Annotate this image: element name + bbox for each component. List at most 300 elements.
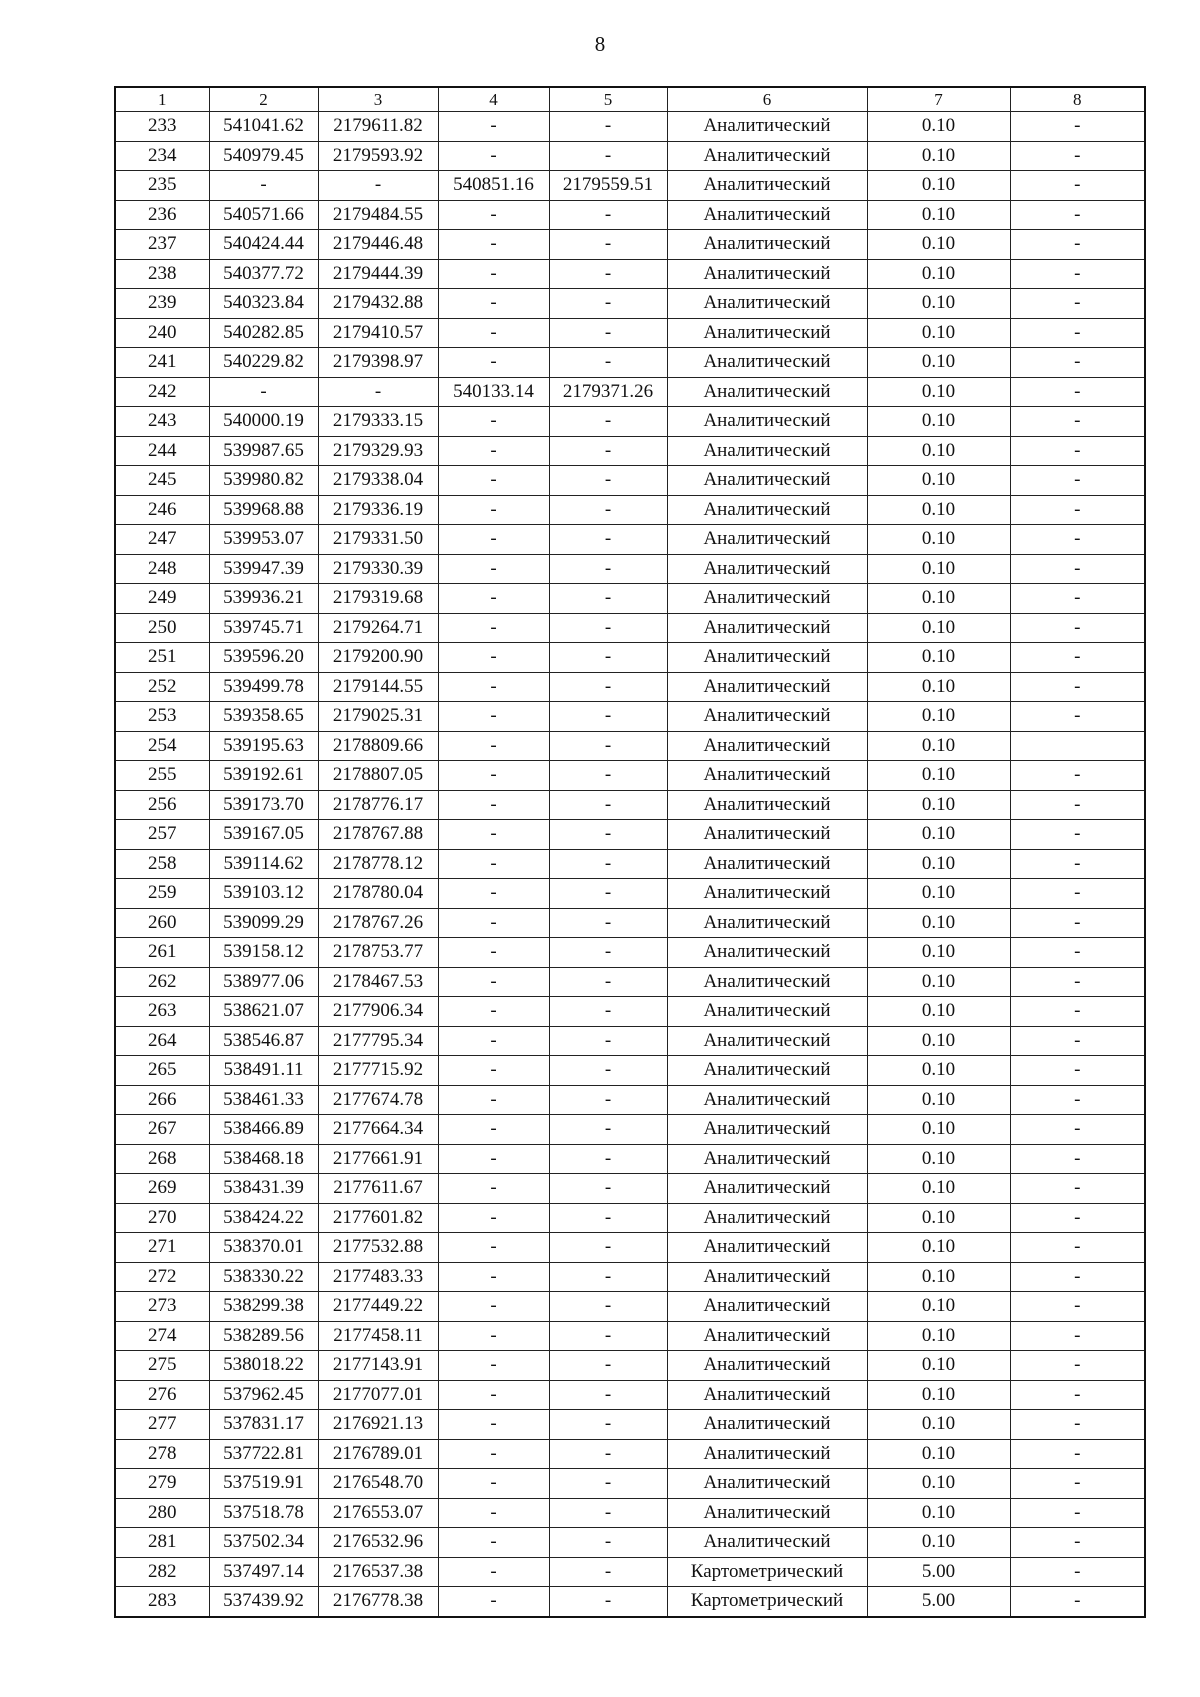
x-alt-coordinate-cell: - xyxy=(438,554,549,584)
note-cell: - xyxy=(1010,171,1145,201)
y-coordinate-cell: 2179611.82 xyxy=(318,112,438,142)
y-coordinate-cell: 2179446.48 xyxy=(318,230,438,260)
x-alt-coordinate-cell: - xyxy=(438,1115,549,1145)
note-cell: - xyxy=(1010,436,1145,466)
y-alt-coordinate-cell: - xyxy=(549,289,667,319)
x-alt-coordinate-cell: - xyxy=(438,466,549,496)
column-header-7: 7 xyxy=(867,87,1010,112)
point-number-cell: 282 xyxy=(115,1557,209,1587)
table-row xyxy=(115,1115,1145,1145)
table-row xyxy=(115,436,1145,466)
accuracy-cell: 0.10 xyxy=(867,466,1010,496)
accuracy-cell: 0.10 xyxy=(867,584,1010,614)
method-cell: Аналитический xyxy=(667,200,867,230)
accuracy-cell: 0.10 xyxy=(867,112,1010,142)
method-cell: Аналитический xyxy=(667,1115,867,1145)
note-cell: - xyxy=(1010,230,1145,260)
point-number-cell: 275 xyxy=(115,1351,209,1381)
method-cell: Аналитический xyxy=(667,1528,867,1558)
accuracy-cell: 0.10 xyxy=(867,259,1010,289)
accuracy-cell: 0.10 xyxy=(867,289,1010,319)
accuracy-cell: 0.10 xyxy=(867,820,1010,850)
y-alt-coordinate-cell: - xyxy=(549,1292,667,1322)
point-number-cell: 255 xyxy=(115,761,209,791)
point-number-cell: 234 xyxy=(115,141,209,171)
y-alt-coordinate-cell: - xyxy=(549,1410,667,1440)
point-number-cell: 235 xyxy=(115,171,209,201)
y-coordinate-cell: 2178780.04 xyxy=(318,879,438,909)
x-alt-coordinate-cell: - xyxy=(438,1498,549,1528)
method-cell: Аналитический xyxy=(667,230,867,260)
x-alt-coordinate-cell: - xyxy=(438,702,549,732)
note-cell: - xyxy=(1010,1292,1145,1322)
point-number-cell: 268 xyxy=(115,1144,209,1174)
x-alt-coordinate-cell: - xyxy=(438,1439,549,1469)
x-alt-coordinate-cell: - xyxy=(438,1233,549,1263)
accuracy-cell: 0.10 xyxy=(867,879,1010,909)
note-cell: - xyxy=(1010,1351,1145,1381)
y-alt-coordinate-cell: - xyxy=(549,672,667,702)
point-number-cell: 273 xyxy=(115,1292,209,1322)
y-alt-coordinate-cell: - xyxy=(549,761,667,791)
x-coordinate-cell: 539195.63 xyxy=(209,731,318,761)
x-alt-coordinate-cell: - xyxy=(438,112,549,142)
x-alt-coordinate-cell: - xyxy=(438,1174,549,1204)
point-number-cell: 264 xyxy=(115,1026,209,1056)
point-number-cell: 266 xyxy=(115,1085,209,1115)
x-alt-coordinate-cell: - xyxy=(438,230,549,260)
y-alt-coordinate-cell: - xyxy=(549,1439,667,1469)
method-cell: Аналитический xyxy=(667,584,867,614)
point-number-cell: 246 xyxy=(115,495,209,525)
note-cell: - xyxy=(1010,318,1145,348)
point-number-cell: 269 xyxy=(115,1174,209,1204)
y-alt-coordinate-cell: - xyxy=(549,820,667,850)
accuracy-cell: 0.10 xyxy=(867,1321,1010,1351)
note-cell: - xyxy=(1010,1233,1145,1263)
y-coordinate-cell: 2179330.39 xyxy=(318,554,438,584)
x-alt-coordinate-cell: - xyxy=(438,289,549,319)
point-number-cell: 250 xyxy=(115,613,209,643)
table-row xyxy=(115,643,1145,673)
note-cell: - xyxy=(1010,1115,1145,1145)
method-cell: Аналитический xyxy=(667,1380,867,1410)
note-cell: - xyxy=(1010,1498,1145,1528)
note-cell: - xyxy=(1010,348,1145,378)
table-row xyxy=(115,1439,1145,1469)
method-cell: Аналитический xyxy=(667,820,867,850)
table-body xyxy=(115,112,1145,1617)
y-coordinate-cell: 2179484.55 xyxy=(318,200,438,230)
x-coordinate-cell: 539499.78 xyxy=(209,672,318,702)
x-alt-coordinate-cell: 540133.14 xyxy=(438,377,549,407)
coordinates-table xyxy=(114,86,1146,1618)
method-cell: Аналитический xyxy=(667,1203,867,1233)
point-number-cell: 281 xyxy=(115,1528,209,1558)
method-cell: Аналитический xyxy=(667,1410,867,1440)
method-cell: Аналитический xyxy=(667,849,867,879)
y-alt-coordinate-cell: - xyxy=(549,1203,667,1233)
note-cell: - xyxy=(1010,1410,1145,1440)
x-alt-coordinate-cell: - xyxy=(438,1528,549,1558)
x-coordinate-cell: 539968.88 xyxy=(209,495,318,525)
accuracy-cell: 0.10 xyxy=(867,672,1010,702)
table-row xyxy=(115,259,1145,289)
y-coordinate-cell: 2177674.78 xyxy=(318,1085,438,1115)
point-number-cell: 280 xyxy=(115,1498,209,1528)
y-coordinate-cell: 2179593.92 xyxy=(318,141,438,171)
note-cell: - xyxy=(1010,702,1145,732)
x-coordinate-cell: 539358.65 xyxy=(209,702,318,732)
x-alt-coordinate-cell: - xyxy=(438,790,549,820)
method-cell: Аналитический xyxy=(667,1085,867,1115)
note-cell: - xyxy=(1010,1085,1145,1115)
y-coordinate-cell: 2177795.34 xyxy=(318,1026,438,1056)
table-row xyxy=(115,1351,1145,1381)
method-cell: Аналитический xyxy=(667,938,867,968)
x-alt-coordinate-cell: - xyxy=(438,436,549,466)
point-number-cell: 243 xyxy=(115,407,209,437)
x-coordinate-cell: - xyxy=(209,171,318,201)
y-alt-coordinate-cell: - xyxy=(549,731,667,761)
x-coordinate-cell: 539158.12 xyxy=(209,938,318,968)
y-alt-coordinate-cell: - xyxy=(549,702,667,732)
point-number-cell: 240 xyxy=(115,318,209,348)
note-cell: - xyxy=(1010,643,1145,673)
accuracy-cell: 0.10 xyxy=(867,171,1010,201)
accuracy-cell: 0.10 xyxy=(867,613,1010,643)
x-coordinate-cell: 540323.84 xyxy=(209,289,318,319)
table-row xyxy=(115,879,1145,909)
table-row xyxy=(115,525,1145,555)
table-row xyxy=(115,613,1145,643)
x-alt-coordinate-cell: - xyxy=(438,1557,549,1587)
column-header-2: 2 xyxy=(209,87,318,112)
y-coordinate-cell: 2177611.67 xyxy=(318,1174,438,1204)
y-alt-coordinate-cell: - xyxy=(549,112,667,142)
method-cell: Аналитический xyxy=(667,436,867,466)
y-coordinate-cell: 2176548.70 xyxy=(318,1469,438,1499)
y-coordinate-cell: 2177449.22 xyxy=(318,1292,438,1322)
point-number-cell: 236 xyxy=(115,200,209,230)
y-coordinate-cell: 2177483.33 xyxy=(318,1262,438,1292)
point-number-cell: 271 xyxy=(115,1233,209,1263)
y-alt-coordinate-cell: - xyxy=(549,908,667,938)
x-alt-coordinate-cell: - xyxy=(438,259,549,289)
accuracy-cell: 0.10 xyxy=(867,1203,1010,1233)
table-row xyxy=(115,997,1145,1027)
accuracy-cell: 0.10 xyxy=(867,967,1010,997)
accuracy-cell: 0.10 xyxy=(867,1351,1010,1381)
y-alt-coordinate-cell: - xyxy=(549,849,667,879)
table-row xyxy=(115,1056,1145,1086)
table-row xyxy=(115,731,1145,761)
method-cell: Аналитический xyxy=(667,171,867,201)
y-coordinate-cell: 2178807.05 xyxy=(318,761,438,791)
y-alt-coordinate-cell: - xyxy=(549,997,667,1027)
y-coordinate-cell: 2179264.71 xyxy=(318,613,438,643)
note-cell: - xyxy=(1010,200,1145,230)
table-row xyxy=(115,672,1145,702)
method-cell: Аналитический xyxy=(667,554,867,584)
note-cell: - xyxy=(1010,1469,1145,1499)
x-coordinate-cell: 539192.61 xyxy=(209,761,318,791)
x-alt-coordinate-cell: - xyxy=(438,525,549,555)
accuracy-cell: 0.10 xyxy=(867,1469,1010,1499)
y-coordinate-cell: - xyxy=(318,171,438,201)
x-coordinate-cell: 538466.89 xyxy=(209,1115,318,1145)
x-coordinate-cell: 538977.06 xyxy=(209,967,318,997)
point-number-cell: 263 xyxy=(115,997,209,1027)
method-cell: Аналитический xyxy=(667,761,867,791)
x-coordinate-cell: 540979.45 xyxy=(209,141,318,171)
y-alt-coordinate-cell: - xyxy=(549,348,667,378)
accuracy-cell: 0.10 xyxy=(867,643,1010,673)
note-cell: - xyxy=(1010,1262,1145,1292)
note-cell: - xyxy=(1010,1144,1145,1174)
accuracy-cell: 0.10 xyxy=(867,407,1010,437)
point-number-cell: 249 xyxy=(115,584,209,614)
x-coordinate-cell: 539947.39 xyxy=(209,554,318,584)
x-alt-coordinate-cell: - xyxy=(438,1587,549,1617)
table-row xyxy=(115,1292,1145,1322)
accuracy-cell: 0.10 xyxy=(867,554,1010,584)
point-number-cell: 260 xyxy=(115,908,209,938)
table-row xyxy=(115,1233,1145,1263)
method-cell: Аналитический xyxy=(667,289,867,319)
table-row xyxy=(115,1469,1145,1499)
y-alt-coordinate-cell: - xyxy=(549,466,667,496)
note-cell xyxy=(1010,731,1145,761)
note-cell: - xyxy=(1010,672,1145,702)
accuracy-cell: 0.10 xyxy=(867,348,1010,378)
x-alt-coordinate-cell: - xyxy=(438,495,549,525)
accuracy-cell: 0.10 xyxy=(867,377,1010,407)
note-cell: - xyxy=(1010,938,1145,968)
method-cell: Аналитический xyxy=(667,112,867,142)
y-alt-coordinate-cell: 2179559.51 xyxy=(549,171,667,201)
accuracy-cell: 0.10 xyxy=(867,731,1010,761)
x-alt-coordinate-cell: - xyxy=(438,1292,549,1322)
y-alt-coordinate-cell: - xyxy=(549,200,667,230)
x-coordinate-cell: 540377.72 xyxy=(209,259,318,289)
y-alt-coordinate-cell: - xyxy=(549,584,667,614)
x-coordinate-cell: 538370.01 xyxy=(209,1233,318,1263)
x-coordinate-cell: 538621.07 xyxy=(209,997,318,1027)
x-alt-coordinate-cell: - xyxy=(438,1351,549,1381)
note-cell: - xyxy=(1010,761,1145,791)
table-row xyxy=(115,554,1145,584)
accuracy-cell: 5.00 xyxy=(867,1587,1010,1617)
method-cell: Аналитический xyxy=(667,1498,867,1528)
note-cell: - xyxy=(1010,820,1145,850)
y-coordinate-cell: 2178767.26 xyxy=(318,908,438,938)
y-coordinate-cell: 2179319.68 xyxy=(318,584,438,614)
accuracy-cell: 0.10 xyxy=(867,495,1010,525)
table-row xyxy=(115,790,1145,820)
accuracy-cell: 0.10 xyxy=(867,200,1010,230)
x-alt-coordinate-cell: - xyxy=(438,1469,549,1499)
column-header-6: 6 xyxy=(667,87,867,112)
x-coordinate-cell: 539596.20 xyxy=(209,643,318,673)
x-coordinate-cell: 539987.65 xyxy=(209,436,318,466)
method-cell: Аналитический xyxy=(667,1439,867,1469)
x-coordinate-cell: 538299.38 xyxy=(209,1292,318,1322)
x-coordinate-cell: 539980.82 xyxy=(209,466,318,496)
x-coordinate-cell: 539173.70 xyxy=(209,790,318,820)
accuracy-cell: 0.10 xyxy=(867,230,1010,260)
point-number-cell: 248 xyxy=(115,554,209,584)
accuracy-cell: 0.10 xyxy=(867,702,1010,732)
x-coordinate-cell: 537497.14 xyxy=(209,1557,318,1587)
column-header-3: 3 xyxy=(318,87,438,112)
x-coordinate-cell: 538018.22 xyxy=(209,1351,318,1381)
y-coordinate-cell: 2178778.12 xyxy=(318,849,438,879)
table-row xyxy=(115,1528,1145,1558)
accuracy-cell: 0.10 xyxy=(867,1233,1010,1263)
y-alt-coordinate-cell: - xyxy=(549,1056,667,1086)
table-row xyxy=(115,849,1145,879)
page-number: 8 xyxy=(594,32,606,56)
x-coordinate-cell: 538546.87 xyxy=(209,1026,318,1056)
x-coordinate-cell: 540229.82 xyxy=(209,348,318,378)
note-cell: - xyxy=(1010,495,1145,525)
table-row xyxy=(115,1410,1145,1440)
note-cell: - xyxy=(1010,967,1145,997)
method-cell: Аналитический xyxy=(667,908,867,938)
method-cell: Аналитический xyxy=(667,702,867,732)
x-alt-coordinate-cell: - xyxy=(438,318,549,348)
y-coordinate-cell: 2176921.13 xyxy=(318,1410,438,1440)
note-cell: - xyxy=(1010,289,1145,319)
point-number-cell: 276 xyxy=(115,1380,209,1410)
table-row xyxy=(115,1026,1145,1056)
x-alt-coordinate-cell: - xyxy=(438,348,549,378)
method-cell: Аналитический xyxy=(667,1233,867,1263)
y-coordinate-cell: 2179200.90 xyxy=(318,643,438,673)
x-coordinate-cell: 540424.44 xyxy=(209,230,318,260)
x-coordinate-cell: 537831.17 xyxy=(209,1410,318,1440)
y-alt-coordinate-cell: - xyxy=(549,1557,667,1587)
table-row xyxy=(115,377,1145,407)
note-cell: - xyxy=(1010,790,1145,820)
accuracy-cell: 0.10 xyxy=(867,849,1010,879)
x-alt-coordinate-cell: - xyxy=(438,879,549,909)
table-row xyxy=(115,967,1145,997)
point-number-cell: 238 xyxy=(115,259,209,289)
table-row xyxy=(115,1321,1145,1351)
x-coordinate-cell: 539745.71 xyxy=(209,613,318,643)
x-alt-coordinate-cell: - xyxy=(438,672,549,702)
y-coordinate-cell: 2178767.88 xyxy=(318,820,438,850)
method-cell: Аналитический xyxy=(667,613,867,643)
accuracy-cell: 0.10 xyxy=(867,908,1010,938)
table-row xyxy=(115,1380,1145,1410)
note-cell: - xyxy=(1010,1557,1145,1587)
method-cell: Аналитический xyxy=(667,672,867,702)
table-row xyxy=(115,1144,1145,1174)
x-alt-coordinate-cell: - xyxy=(438,1144,549,1174)
accuracy-cell: 0.10 xyxy=(867,938,1010,968)
x-alt-coordinate-cell: - xyxy=(438,967,549,997)
x-alt-coordinate-cell: - xyxy=(438,1085,549,1115)
note-cell: - xyxy=(1010,525,1145,555)
note-cell: - xyxy=(1010,584,1145,614)
method-cell: Аналитический xyxy=(667,1262,867,1292)
point-number-cell: 252 xyxy=(115,672,209,702)
table-row xyxy=(115,938,1145,968)
y-coordinate-cell: 2179432.88 xyxy=(318,289,438,319)
header-row xyxy=(115,87,1145,112)
x-coordinate-cell: 539167.05 xyxy=(209,820,318,850)
x-alt-coordinate-cell: - xyxy=(438,1026,549,1056)
note-cell: - xyxy=(1010,1321,1145,1351)
accuracy-cell: 0.10 xyxy=(867,1380,1010,1410)
x-alt-coordinate-cell: - xyxy=(438,613,549,643)
method-cell: Аналитический xyxy=(667,1026,867,1056)
method-cell: Аналитический xyxy=(667,259,867,289)
point-number-cell: 251 xyxy=(115,643,209,673)
y-coordinate-cell: 2177532.88 xyxy=(318,1233,438,1263)
y-alt-coordinate-cell: - xyxy=(549,1528,667,1558)
y-alt-coordinate-cell: - xyxy=(549,1498,667,1528)
x-coordinate-cell: 538431.39 xyxy=(209,1174,318,1204)
y-coordinate-cell: 2179336.19 xyxy=(318,495,438,525)
y-alt-coordinate-cell: - xyxy=(549,1085,667,1115)
table-row xyxy=(115,1085,1145,1115)
x-alt-coordinate-cell: - xyxy=(438,761,549,791)
point-number-cell: 256 xyxy=(115,790,209,820)
y-coordinate-cell: 2176532.96 xyxy=(318,1528,438,1558)
accuracy-cell: 0.10 xyxy=(867,1410,1010,1440)
x-alt-coordinate-cell: - xyxy=(438,1410,549,1440)
x-coordinate-cell: 537962.45 xyxy=(209,1380,318,1410)
method-cell: Картометрический xyxy=(667,1587,867,1617)
y-coordinate-cell: 2178753.77 xyxy=(318,938,438,968)
table-row xyxy=(115,1203,1145,1233)
y-coordinate-cell: 2179329.93 xyxy=(318,436,438,466)
accuracy-cell: 0.10 xyxy=(867,1528,1010,1558)
y-alt-coordinate-cell: - xyxy=(549,407,667,437)
x-alt-coordinate-cell: - xyxy=(438,997,549,1027)
x-alt-coordinate-cell: - xyxy=(438,820,549,850)
note-cell: - xyxy=(1010,259,1145,289)
x-alt-coordinate-cell: - xyxy=(438,141,549,171)
x-alt-coordinate-cell: - xyxy=(438,200,549,230)
y-alt-coordinate-cell: - xyxy=(549,436,667,466)
x-coordinate-cell: 537519.91 xyxy=(209,1469,318,1499)
table-row xyxy=(115,318,1145,348)
point-number-cell: 233 xyxy=(115,112,209,142)
table-row xyxy=(115,289,1145,319)
note-cell: - xyxy=(1010,554,1145,584)
y-alt-coordinate-cell: - xyxy=(549,1321,667,1351)
accuracy-cell: 0.10 xyxy=(867,997,1010,1027)
y-coordinate-cell: 2177143.91 xyxy=(318,1351,438,1381)
method-cell: Аналитический xyxy=(667,1292,867,1322)
point-number-cell: 253 xyxy=(115,702,209,732)
column-header-1: 1 xyxy=(115,87,209,112)
table-row xyxy=(115,230,1145,260)
y-coordinate-cell: 2179331.50 xyxy=(318,525,438,555)
point-number-cell: 254 xyxy=(115,731,209,761)
x-coordinate-cell: 538330.22 xyxy=(209,1262,318,1292)
y-coordinate-cell: 2179025.31 xyxy=(318,702,438,732)
point-number-cell: 237 xyxy=(115,230,209,260)
accuracy-cell: 0.10 xyxy=(867,1085,1010,1115)
y-coordinate-cell: 2177661.91 xyxy=(318,1144,438,1174)
x-coordinate-cell: 538424.22 xyxy=(209,1203,318,1233)
